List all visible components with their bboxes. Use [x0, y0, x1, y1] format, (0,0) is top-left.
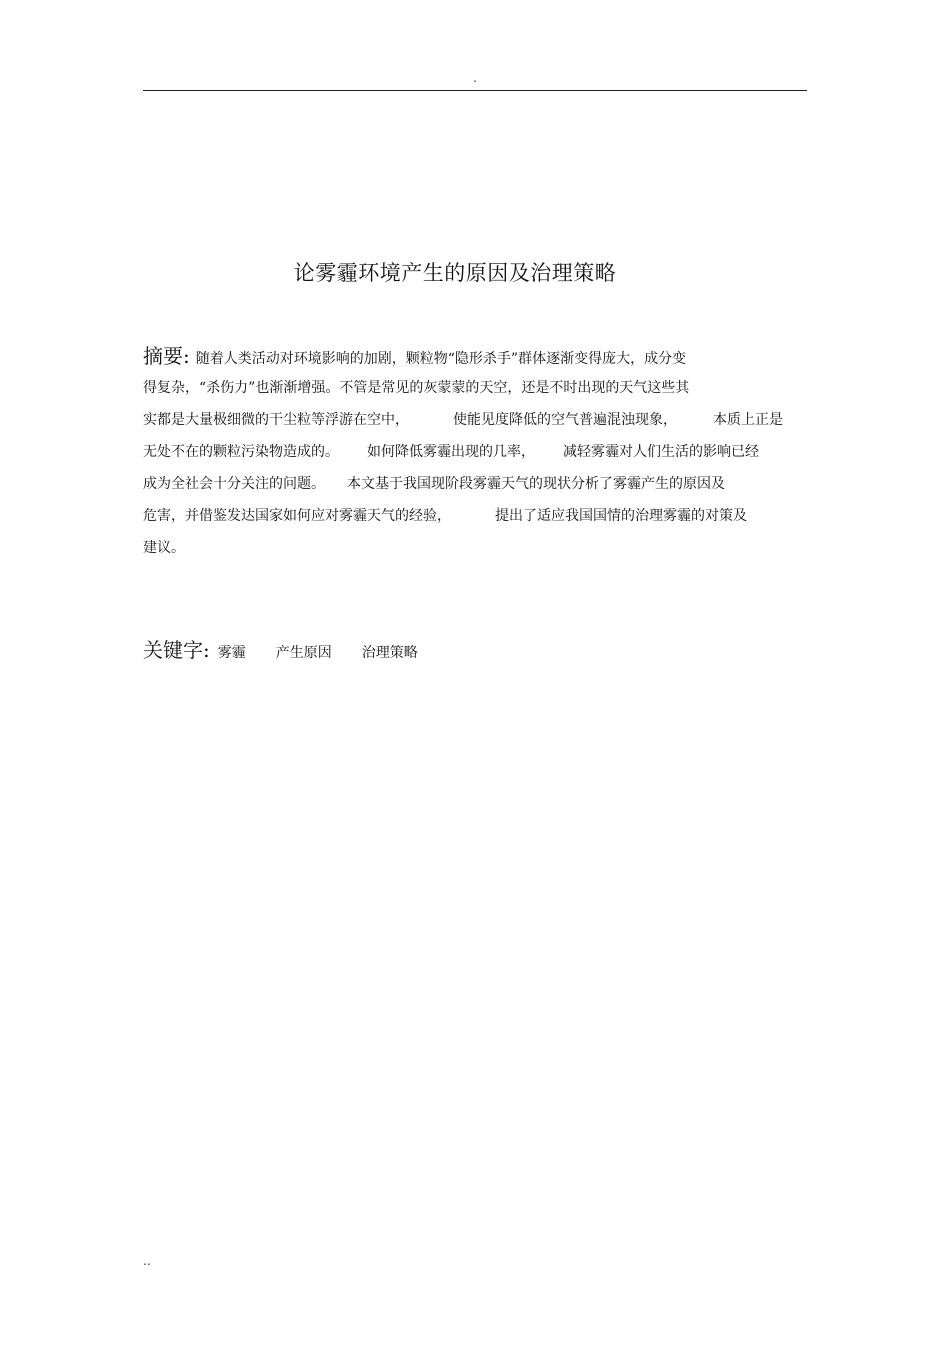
abstract-line-7 — [143, 532, 815, 564]
document-title: 论雾霾环境产生的原因及治理策略 — [293, 261, 617, 285]
abstract-line-3 — [143, 404, 815, 436]
keywords-label: 关键字: — [143, 638, 210, 662]
abstract-line-2 — [143, 372, 815, 404]
abstract-text: 使能见度降低的空气普遍混浊现象， — [453, 412, 677, 428]
abstract-section — [143, 340, 815, 564]
abstract-text: 如何降低雾霾出现的几率， — [367, 444, 535, 460]
abstract-line-4 — [143, 436, 815, 468]
keyword: 雾霾 — [217, 645, 246, 661]
header-mark: . — [473, 71, 477, 85]
abstract-line-6 — [143, 500, 815, 532]
abstract-text: 本文基于我国现阶段雾霾天气的现状分析了雾霾产生的原因及 — [347, 476, 725, 492]
abstract-text: 随着人类活动对环境影响的加剧，颗粒物“隐形杀手”群体逐渐变得庞大，成分变 — [195, 351, 687, 367]
abstract-text: 减轻雾霾对人们生活的影响已经 — [563, 444, 759, 460]
abstract-text: 建议。 — [143, 540, 185, 556]
keywords-section — [143, 634, 418, 663]
abstract-text: 成为全社会十分关注的问题。 — [143, 476, 325, 492]
footer-mark: .. — [143, 1254, 151, 1268]
abstract-text: 本质上正是 — [713, 412, 783, 428]
abstract-label: 摘要: — [143, 344, 190, 368]
header-rule — [143, 90, 807, 91]
abstract-line-1 — [143, 340, 815, 372]
abstract-text: 提出了适应我国国情的治理雾霾的对策及 — [495, 508, 747, 524]
keyword: 治理策略 — [361, 645, 418, 661]
abstract-text: 无处不在的颗粒污染物造成的。 — [143, 444, 339, 460]
abstract-line-5 — [143, 468, 815, 500]
abstract-text: 得复杂，“杀伤力”也渐渐增强。不管是常见的灰蒙蒙的天空，还是不时出现的天气这些其 — [143, 380, 690, 396]
abstract-text: 危害，并借鉴发达国家如何应对雾霾天气的经验， — [143, 508, 451, 524]
keyword: 产生原因 — [275, 645, 332, 661]
abstract-text: 实都是大量极细微的干尘粒等浮游在空中， — [143, 412, 409, 428]
